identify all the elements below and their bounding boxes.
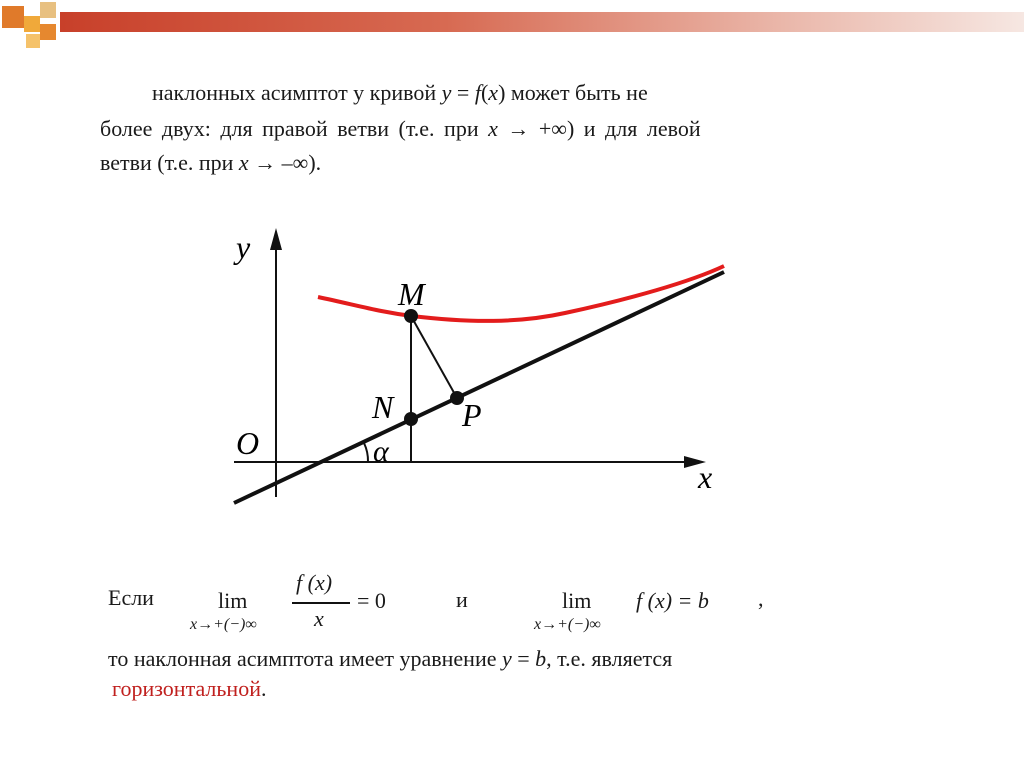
y-axis-arrow bbox=[270, 228, 282, 250]
lim-2-sub: x→+(−)∞ bbox=[534, 616, 601, 633]
segment-mp bbox=[411, 316, 457, 398]
lim-2: lim bbox=[562, 588, 592, 613]
conclusion-line-1: то наклонная асимптота имеет уравнение y = b, т.е. является bbox=[108, 646, 673, 671]
point-n bbox=[404, 412, 418, 426]
lim-2-expression: f (x) = b bbox=[636, 588, 709, 613]
comma: , bbox=[758, 586, 764, 611]
lim-1: lim bbox=[218, 588, 248, 613]
origin-label: O bbox=[236, 425, 260, 461]
fraction-denominator: x bbox=[314, 606, 324, 631]
y-axis-label: y bbox=[236, 229, 251, 265]
lim-1-sub: x→+(−)∞ bbox=[190, 616, 257, 633]
fraction-bar bbox=[292, 602, 350, 604]
asymptote-line bbox=[234, 272, 724, 503]
conclusion-line-2: горизонтальной. bbox=[112, 676, 267, 701]
point-n-label: N bbox=[372, 389, 394, 425]
intro-line-2: более двух: для правой ветви (т.е. при x → +∞) и для левой bbox=[100, 116, 701, 141]
intro-line-1: наклонных асимптот у кривой y = f(x) может быть не bbox=[152, 80, 648, 105]
point-m-label: M bbox=[398, 276, 425, 312]
curve bbox=[318, 266, 724, 321]
and-label: и bbox=[456, 587, 468, 612]
point-p-label: P bbox=[462, 397, 482, 433]
if-label: Если bbox=[108, 585, 154, 610]
angle-label: α bbox=[373, 435, 389, 468]
equals-zero: = 0 bbox=[357, 588, 386, 613]
fraction-numerator: f (x) bbox=[296, 570, 333, 595]
intro-line-3: ветви (т.е. при x → –∞). bbox=[100, 150, 322, 175]
highlight-horizontal: горизонтальной bbox=[112, 676, 261, 701]
angle-arc bbox=[364, 443, 368, 462]
x-axis-label: x bbox=[698, 459, 713, 495]
